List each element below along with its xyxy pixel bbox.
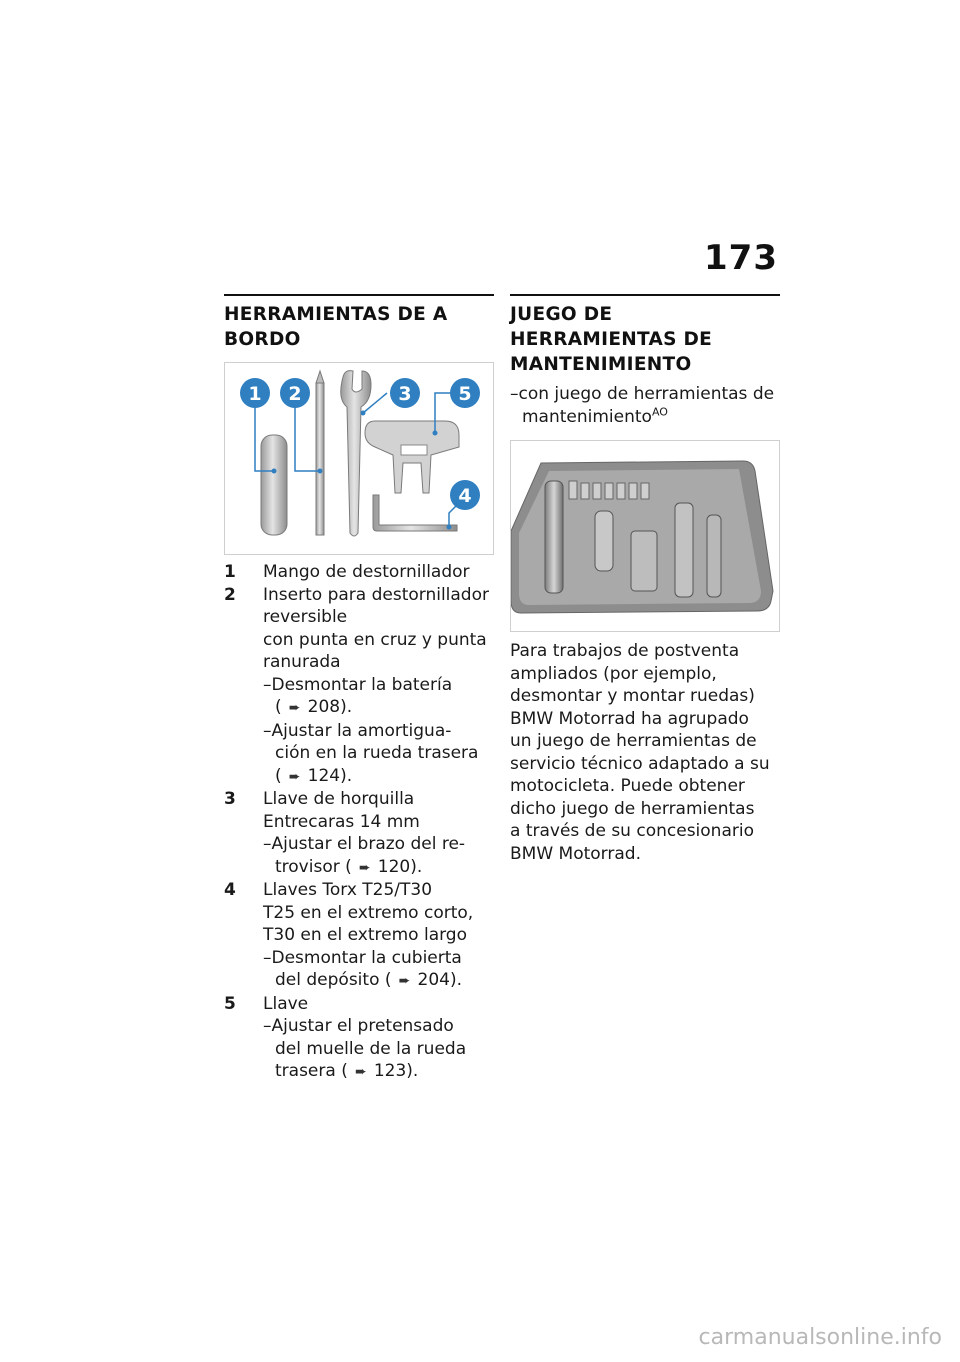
- tool-item-number: 2: [224, 584, 236, 605]
- page-reference-link[interactable]: 123).: [373, 1061, 419, 1081]
- tool-item-1: [224, 561, 494, 584]
- procedure-step: [263, 947, 494, 970]
- procedure-step-text: Ajustar la amortigua-: [271, 720, 452, 741]
- tool-item-text: Entrecaras 14 mm: [263, 811, 420, 832]
- dash: –: [263, 834, 272, 854]
- spring-key-shape: [365, 421, 459, 493]
- option-note: [510, 383, 780, 428]
- tool-item-text: T30 en el extremo largo: [263, 925, 467, 945]
- ref-paren: (: [341, 1061, 348, 1081]
- maintenance-kit-illustration: [511, 441, 779, 631]
- callout-badge-4: [450, 480, 480, 510]
- paragraph-line: un juego de herramientas de: [510, 731, 757, 751]
- maintenance-kit-figure: [510, 440, 780, 632]
- callout-badge-5: [450, 378, 480, 408]
- procedure-step-ref: [263, 696, 494, 720]
- dash: –: [263, 720, 272, 741]
- ref-paren: (: [345, 856, 352, 877]
- bit-insert-shape: [316, 383, 324, 535]
- procedure-step: [263, 720, 494, 743]
- procedure-step-text: del muelle de la rueda: [275, 1038, 467, 1059]
- tool-item-text: Inserto para destornillador: [263, 584, 489, 605]
- arrow-reference-icon: ➨: [288, 768, 301, 785]
- page-reference-link[interactable]: 204).: [417, 970, 462, 990]
- paragraph-line: Para trabajos de postventa: [510, 641, 740, 661]
- procedure-step-ref: [263, 1060, 494, 1084]
- kit-tool-adapter: [631, 531, 657, 591]
- callout-badge-2: [280, 378, 310, 408]
- procedure-step-text: Ajustar el pretensado: [271, 1016, 454, 1036]
- ref-paren: (: [275, 765, 282, 786]
- dash: –: [263, 1016, 272, 1036]
- dash: –: [263, 947, 272, 968]
- procedure-step: [263, 1015, 494, 1038]
- option-line: [510, 383, 780, 406]
- paragraph-line: ampliados (por ejemplo,: [510, 663, 717, 684]
- callout-label-5: 5: [458, 383, 472, 405]
- callout-label-1: 1: [248, 383, 262, 405]
- ref-paren: (: [384, 970, 392, 990]
- section-heading-tools: HERRAMIENTAS DE A BORDO: [224, 304, 448, 350]
- onboard-tools-illustration: [225, 363, 493, 554]
- kit-tool-shaft-1: [675, 503, 693, 597]
- tool-item-5: [224, 993, 494, 1084]
- procedure-step-text: Desmontar la batería: [271, 674, 453, 695]
- tool-item-text: ranurada: [263, 652, 341, 672]
- right-column: [510, 294, 780, 865]
- bit-insert-tip: [316, 371, 324, 383]
- heading-rule: [510, 294, 780, 296]
- arrow-reference-icon: ➨: [354, 1064, 367, 1080]
- callout-badge-1: [240, 378, 270, 408]
- spring-key-slot: [401, 445, 427, 455]
- paragraph-line: BMW Motorrad ha agrupado: [510, 708, 749, 729]
- kit-tool-long-bar: [545, 481, 563, 593]
- tool-list: [224, 561, 494, 1084]
- procedure-step: [263, 674, 494, 697]
- tool-item-number: 5: [224, 993, 236, 1014]
- option-code-superscript: AO: [651, 404, 668, 418]
- procedure-step-text: Ajustar el brazo del re-: [271, 834, 466, 854]
- arrow-reference-icon: ➨: [358, 859, 371, 876]
- option-line: [510, 406, 780, 429]
- tool-item-2: [224, 584, 494, 789]
- page-reference-link[interactable]: 208).: [307, 697, 353, 717]
- page-reference-link[interactable]: 124).: [307, 765, 353, 786]
- tool-item-number: 4: [224, 880, 236, 900]
- footer-watermark[interactable]: carmanualsonline.info: [698, 1325, 942, 1350]
- paragraph-line: a través de su concesionario: [510, 821, 754, 841]
- procedure-step-text: ción en la rueda trasera: [275, 743, 479, 763]
- tool-item-text: Mango de destornillador: [263, 562, 470, 582]
- procedure-step-ref: [263, 765, 494, 789]
- onboard-tools-figure: [224, 362, 494, 555]
- ref-paren: (: [275, 697, 282, 717]
- paragraph-line: servicio técnico adaptado a su: [510, 753, 770, 774]
- tool-item-3: [224, 788, 494, 879]
- page-reference-link[interactable]: 120).: [377, 856, 423, 877]
- procedure-step-ref: [263, 969, 494, 993]
- callout-label-3: 3: [398, 383, 412, 405]
- heading-rule: [224, 294, 494, 296]
- option-text: mantenimiento: [522, 406, 652, 427]
- tool-item-4: [224, 879, 494, 993]
- page-number: 173: [704, 238, 778, 278]
- option-text: con juego de herramientas de: [518, 384, 775, 404]
- arrow-reference-icon: ➨: [288, 700, 301, 716]
- dash: –: [263, 674, 272, 695]
- kit-socket-row: [569, 481, 649, 499]
- procedure-step-text: trovisor: [275, 856, 340, 877]
- tool-item-text: T25 en el extremo corto,: [263, 902, 474, 923]
- tool-item-text: con punta en cruz y punta: [263, 629, 487, 650]
- paragraph-line: dicho juego de herramientas: [510, 798, 755, 819]
- section-heading-maintenance-kit: JUEGO DE HERRAMIENTAS DE MANTENIMIENTO: [510, 304, 713, 375]
- tool-item-text: reversible: [263, 607, 348, 627]
- torx-key-shape: [373, 495, 457, 531]
- dash: –: [510, 384, 519, 404]
- tool-item-text: Llave: [263, 993, 309, 1014]
- paragraph-line: motocicleta. Puede obtener: [510, 776, 745, 796]
- paragraph-line: desmontar y montar ruedas): [510, 686, 755, 706]
- tool-item-number: 3: [224, 789, 236, 809]
- procedure-step-text: del depósito: [275, 970, 380, 990]
- screwdriver-handle-shape: [261, 435, 287, 535]
- callout-label-2: 2: [288, 383, 302, 405]
- procedure-step-text: trasera: [275, 1061, 336, 1081]
- callout-label-4: 4: [458, 485, 472, 507]
- paragraph-line: BMW Motorrad.: [510, 843, 641, 864]
- tool-item-text: Llave de horquilla: [263, 789, 415, 809]
- procedure-step-text: Desmontar la cubierta: [271, 947, 462, 968]
- tool-item-number: 1: [224, 562, 236, 582]
- left-column: [224, 294, 494, 1084]
- arrow-reference-icon: ➨: [398, 973, 411, 989]
- procedure-step-ref: [263, 856, 494, 880]
- procedure-step: [263, 833, 494, 856]
- maintenance-kit-paragraph: [510, 640, 780, 865]
- callout-badge-3: [390, 378, 420, 408]
- open-end-wrench-shape: [341, 371, 371, 536]
- kit-tool-handle: [595, 511, 613, 571]
- tool-item-text: Llaves Torx T25/T30: [263, 880, 433, 900]
- kit-tool-shaft-2: [707, 515, 721, 597]
